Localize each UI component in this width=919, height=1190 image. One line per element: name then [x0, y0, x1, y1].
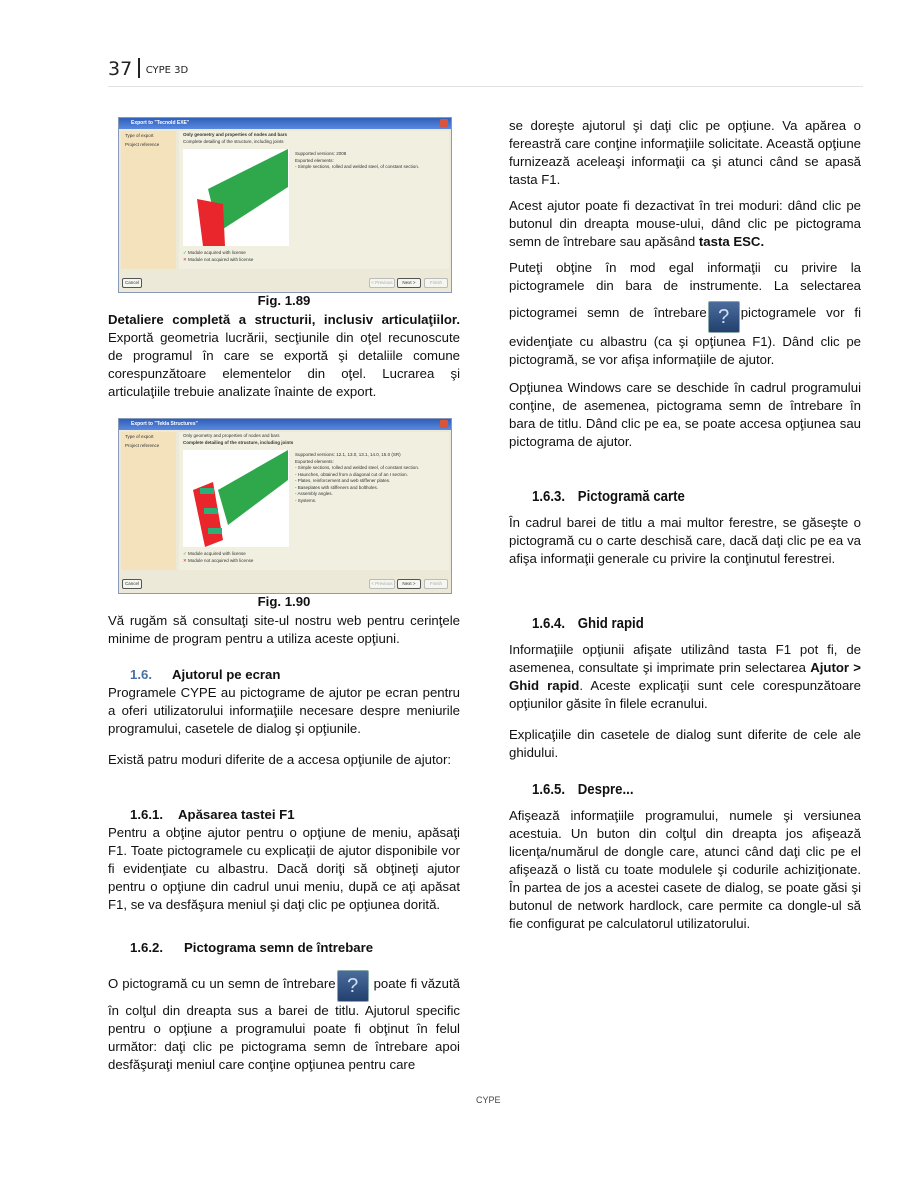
paragraph [108, 311, 460, 401]
heading-title: Pictogramă carte [577, 488, 685, 505]
text: poate fi văzută în colţul din dreapta sus a barei de titlu. Ajutorul specific pentru o opţiune a programului poate fi obţinut în felul următor: daţi clic pe pictograma semn de întrebare apoi desfăşuraţi meniul care conţine opţiunea pentru care [108, 976, 460, 1072]
finish-button: Finish [424, 579, 448, 589]
legend-label: Module not acquired with license [188, 257, 254, 262]
dialog-title: Export to "Tekla Structures" [131, 421, 198, 427]
close-icon [440, 119, 448, 127]
close-icon [440, 420, 448, 428]
text: . Aceste explicaţii sunt cele corespunzătoare opţiunilor găsite în filele ecranului. [509, 678, 862, 711]
bold-lead: Detaliere completă a structurii, inclusiv articulaţiilor. [108, 312, 460, 327]
next-button: Next > [397, 579, 421, 589]
paragraph: În cadrul barei de titlu a mai multor ferestre, se găseşte o pictogramă cu o carte deschisă care, dacă daţi clic pe ea va afişa informaţii generale cu privire la conţinutul ferestrei. [509, 515, 861, 566]
header-rule [108, 86, 863, 87]
figure-caption: Fig. 1.90 [257, 594, 311, 609]
info-line: Supported versions: 12.1, 13.0, 13.1, 14.0, 15.0 (SR) [295, 452, 401, 457]
paragraph: Există patru moduri diferite de a accesa opţiunile de ajutor: [108, 752, 452, 767]
heading-number: 1.6.2. [130, 940, 163, 955]
structure-preview-image [183, 149, 289, 246]
bold-text: Ajutor > Ghid rapid [509, 660, 861, 693]
text: O pictogramă cu un semn de întrebare [108, 976, 336, 991]
heading-number: 1.6.1. [130, 807, 163, 822]
legend-label: Module not acquired with license [188, 558, 254, 563]
heading-number: 1.6.5. [532, 781, 566, 798]
heading-title: Apăsarea tastei F1 [178, 807, 295, 822]
sidebar-item: Project reference [125, 142, 160, 147]
dialog-title: Export to "Tecnold EXE" [131, 120, 190, 126]
dialog-sidebar [121, 131, 176, 269]
paragraph: se doreşte ajutorul şi daţi clic pe opţiune. Va apărea o fereastră care conţine informaţiile solicitate. Această opţiune furnizează aceleaşi informaţii ca şi atunci când se apasă tasta F1. [509, 118, 861, 187]
paragraph: Explicaţiile din casetele de dialog sunt diferite de cele ale ghidului. [509, 727, 861, 760]
heading-title: Despre... [577, 781, 634, 798]
info-text [295, 151, 445, 171]
header-title: CYPE 3D [145, 65, 189, 76]
paragraph [509, 641, 861, 713]
info-line: - Simple sections, rolled and welded steel, of constant section. [295, 164, 420, 169]
heading-title: Pictograma semn de întrebare [184, 940, 374, 955]
question-mark-icon: ? [337, 970, 369, 1002]
legend-item: ✕ Module not acquired with license [183, 257, 254, 262]
paragraph [509, 197, 861, 251]
info-line: - Haunches, obtained from a diagonal cut of an I section. [295, 471, 408, 477]
heading-title: Ajutorul pe ecran [172, 667, 281, 682]
section-heading-1-6-2 [130, 940, 373, 955]
legend-item: ✓ Module acquired with license [183, 250, 246, 255]
heading-title: Ghid rapid [577, 615, 644, 632]
cancel-button: Cancel [122, 579, 142, 589]
page-header [108, 58, 188, 80]
finish-button: Finish [424, 278, 448, 288]
option-radio: Only geometry and properties of nodes and bars [183, 433, 280, 438]
figure-1-90-screenshot [118, 418, 452, 594]
bold-text: tasta ESC. [698, 234, 765, 249]
section-heading-1-6-4 [532, 615, 644, 632]
license-legend [183, 550, 253, 564]
section-heading-1-6-3 [532, 488, 685, 505]
paragraph [108, 970, 460, 1074]
legend-label: Module acquired with license [188, 551, 246, 556]
text: Exportă geometria lucrării, secţiunile din oţel recunoscute de programul în care se exportă şi detaliile comune corespunzătoare elementelor din oţel. Lucrarea şi articulaţiile trebuie analizate înainte de export. [108, 330, 460, 399]
license-legend [183, 249, 253, 263]
dialog-main [179, 131, 449, 269]
option-radio: Complete detailing of the structure, including joints [183, 440, 294, 445]
info-line: - Assembly angles. [295, 491, 333, 496]
previous-button: < Previous [369, 278, 395, 288]
cancel-button: Cancel [122, 278, 142, 288]
section-heading-1-6 [130, 667, 280, 682]
dialog-titlebar [119, 419, 451, 430]
option-radio: Only geometry and properties of nodes and bars [183, 132, 288, 137]
heading-number: 1.6.4. [532, 615, 566, 632]
paragraph: Vă rugăm să consultaţi site-ul nostru web pentru cerinţele minime de program pentru a utiliza aceste opţiuni. [108, 613, 460, 646]
next-button: Next > [397, 278, 421, 288]
info-line: Exported elements: [295, 458, 334, 464]
info-text [295, 452, 445, 504]
paragraph: Pentru a obţine ajutor pentru o opţiune de meniu, apăsaţi F1. Toate pictogramele cu explicaţii de ajutor disponibile vor fi evidenţiate cu albastru. Dacă doriţi să obţineţi ajutor pentru o opţiune din cadrul unui meniu, după ce aţi apăsat F1, se va desfăşura meniul şi daţi clic pe opţiunea dorită. [108, 825, 460, 912]
info-line: Exported elements: [295, 157, 334, 163]
section-heading-1-6-1 [130, 807, 295, 822]
text: Puteţi obţine în mod egal informaţii cu privire la pictogramele din bara de instrumente. La selectarea pictogramei semn de întrebare [509, 260, 861, 320]
text: pictogramele vor fi evidenţiate cu albastru (ca şi opţiunea F1). Dând clic pe pictogramă, se vor afişa informaţiile de ajutor. [509, 305, 862, 367]
paragraph: Programele CYPE au pictograme de ajutor pe ecran pentru a oferi utilizatorului informaţiile necesare despre meniurile programului, casetele de dialog şi opţiunile. [108, 685, 460, 736]
sidebar-item: Type of export [125, 133, 154, 138]
dialog-titlebar [119, 118, 451, 129]
paragraph [509, 259, 861, 369]
legend-label: Module acquired with license [188, 250, 246, 255]
info-line: - Baseplates with stiffeners and boltholes. [295, 484, 378, 490]
figure-1-89-screenshot [118, 117, 452, 293]
page-footer: CYPE [476, 1095, 501, 1105]
sidebar-item: Type of export [125, 434, 154, 439]
sidebar-item: Project reference [125, 443, 160, 448]
figure-caption: Fig. 1.89 [257, 293, 311, 308]
structure-preview-image [183, 450, 289, 547]
header-divider [138, 58, 140, 78]
question-mark-icon: ? [708, 301, 740, 333]
info-line: - Systems. [295, 497, 317, 503]
info-line: Supported versions: 2008 [295, 151, 347, 156]
heading-number: 1.6.3. [532, 488, 566, 505]
page-number: 37 [108, 58, 133, 80]
paragraph: Opţiunea Windows care se deschide în cadrul programului conţine, de asemenea, pictograma semn de întrebare în bara de titlu. Dând clic pe ea, se poate accesa opţiunea sau pictograma de ajutor. [509, 380, 861, 449]
info-line: - Plates, reinforcement and web stiffener plates. [295, 478, 391, 483]
paragraph: Afişează informaţiile programului, numele şi versiunea acestuia. Un buton din colţul din dreapta jos afişează licenţa/numărul de dongle care, atunci când daţi clic pe el afişează o listă cu toate modulele şi codurile achiziţionate. În partea de jos a acestei casete de dialog, se poate găsi şi butonul de network hardlock, care permite ca dongle-ul să fie configurat pe calculatorul utilizatorului. [509, 808, 861, 931]
text: Acest ajutor poate fi dezactivat în trei moduri: dând clic pe butonul din dreapta mouse-ului, dând clic pe pictograma semn de întrebare sau apăsând [509, 198, 861, 249]
option-radio: Complete detailing of the structure, including joints [183, 139, 284, 144]
info-line: - Simple sections, rolled and welded steel, of constant section. [295, 465, 420, 470]
dialog-sidebar [121, 432, 176, 570]
previous-button: < Previous [369, 579, 395, 589]
legend-item: ✕ Module not acquired with license [183, 558, 254, 563]
heading-number: 1.6. [130, 667, 152, 682]
section-heading-1-6-5 [532, 781, 634, 798]
text: Informaţiile opţiunii afişate utilizând tasta F1 pot fi, de asemenea, consultate şi imprimate prin selectarea [509, 642, 861, 675]
legend-item: ✓ Module acquired with license [183, 551, 246, 556]
dialog-main [179, 432, 449, 570]
